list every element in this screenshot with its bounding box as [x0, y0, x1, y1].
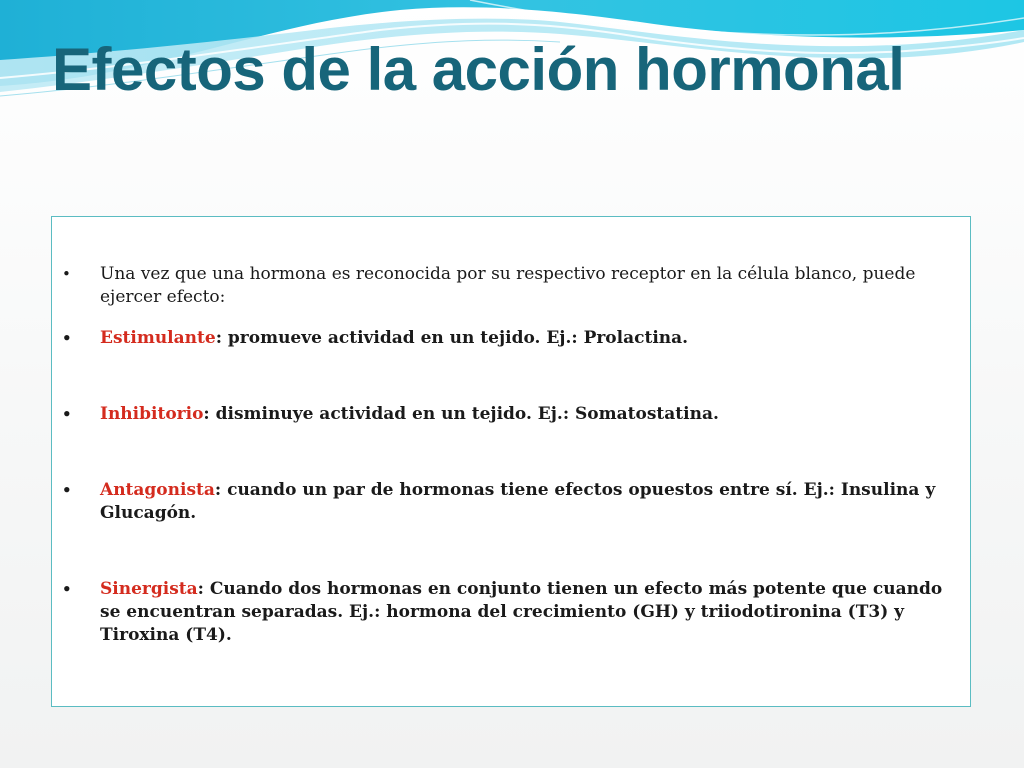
- bullet-text: : disminuye actividad en un tejido. Ej.: Somatostatina.: [203, 404, 719, 424]
- term-sinergista: Sinergista: [100, 579, 198, 599]
- term-antagonista: Antagonista: [100, 480, 215, 500]
- slide-title: Efectos de la acción hormonal: [52, 36, 905, 103]
- bullet-inhibitorio: [62, 403, 960, 426]
- bullet-estimulante: [62, 327, 960, 350]
- bullet-dot: •: [62, 329, 72, 347]
- bullet-text: Una vez que una hormona es reconocida por su respectivo receptor en la célula blanco, puede ejercer efecto:: [100, 264, 916, 307]
- term-estimulante: Estimulante: [100, 328, 216, 348]
- bullet-text: : cuando un par de hormonas tiene efectos opuestos entre sí. Ej.: Insulina y Glucagón.: [100, 480, 936, 523]
- bullet-dot: •: [62, 580, 72, 598]
- bullet-dot: •: [62, 481, 72, 499]
- bullet-sinergista: [62, 578, 960, 647]
- bullet-dot: •: [62, 265, 71, 283]
- bullet-intro: [62, 263, 960, 309]
- bullet-text: : Cuando dos hormonas en conjunto tienen un efecto más potente que cuando se encuentran separadas. Ej.: hormona del crecimiento (GH) y triiodotironina (T3) y Tiroxina (T4).: [100, 579, 943, 645]
- bullet-text: : promueve actividad en un tejido. Ej.: Prolactina.: [215, 328, 689, 348]
- content-box: [51, 216, 971, 707]
- term-inhibitorio: Inhibitorio: [100, 404, 204, 424]
- bullet-dot: •: [62, 405, 72, 423]
- bullet-antagonista: [62, 479, 960, 525]
